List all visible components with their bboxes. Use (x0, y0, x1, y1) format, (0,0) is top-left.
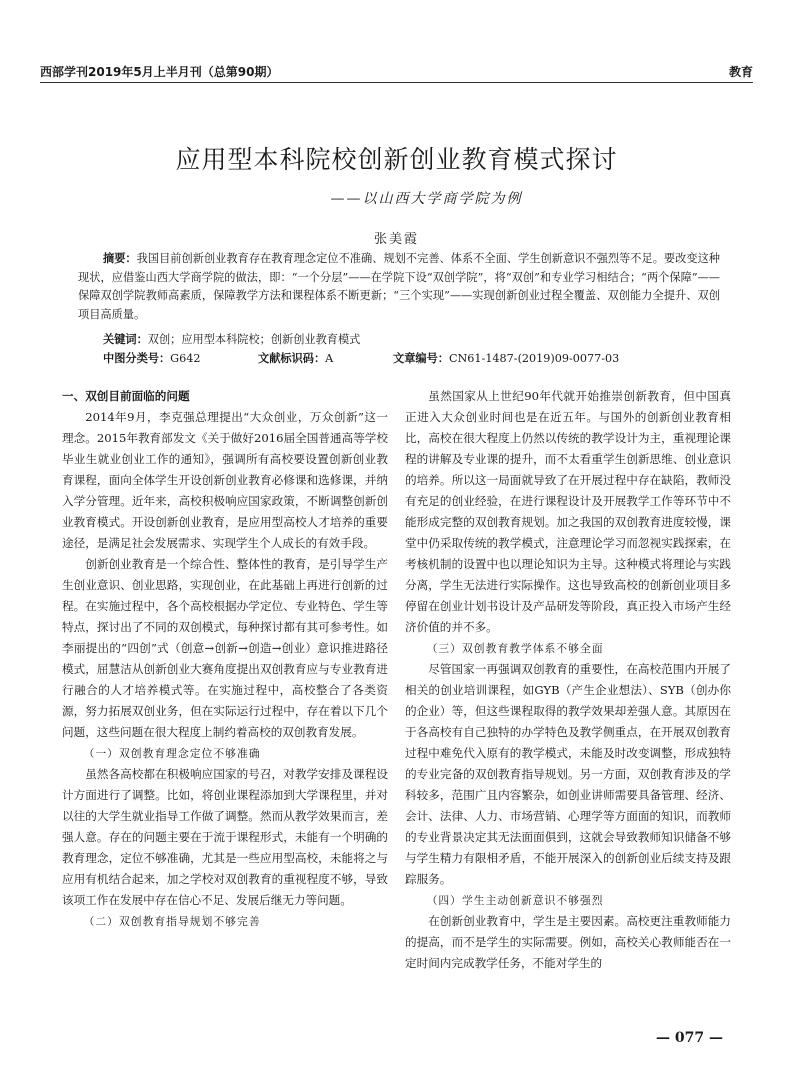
articleno-label: 文章编号： (393, 352, 449, 365)
subsection-heading: （二）双创教育指导规划不够完善 (83, 915, 261, 928)
section-heading: 一、双创目前面临的问题 (62, 389, 190, 403)
subsection-heading: （一）双创教育理念定位不够准确 (83, 747, 261, 760)
doccode-field (258, 350, 333, 368)
paragraph: 虽然国家从上世纪90年代就开始推崇创新教育，但中国真正进入大众创业时间也是在近五年。与国外的创新创业教育相比，高校在很大程度上仍然以传统的教学设计为主，重视理论课程的讲解及专业课的提升，而不太看重学生创新思维、创业意识的培养。所以这一局面就导致了在开展过程中存在缺陷，教师没有充足的创业经验，在进行课程设计及开展教学工作等环节中不能形成完整的双创教育规划。加之我国的双创教育进度较慢，课堂中仍采取传统的教学模式，注意理论学习而忽视实践探索，在考核机制的设置中也以理论知识为主导。这种模式将理论与实践分离，学生无法进行实际操作。这也导致高校的创新创业项目多停留在创业计划书设计及产品研发等阶段，真正投入市场产生经济价值的并不多。 (405, 389, 731, 634)
abstract (78, 250, 720, 324)
page-number: — 077 — (656, 1030, 723, 1046)
abstract-label: 摘要： (103, 252, 137, 265)
paragraph: 创新创业教育是一个综合性、整体性的教育，是引导学生产生创业意识、创业思路，实现创业，在此基础上再进行创新的过程。在实施过程中，各个高校根据办学定位、专业特色、学生等特点，探讨出了不同的双创模式，每种探讨都有其可参考性。如李丽提出的“四创”式（创意→创新→创造→创业）意识推进路径模式，屈慧洁从创新创业大赛角度提出双创教育应与专业教育进行融合的人才培养模式等。在实施过程中，高校整合了各类资源，努力拓展双创业务，但在实际运行过程中，存在着以下几个问题，这些问题在很大程度上制约着高校的双创教育发展。 (62, 557, 388, 739)
keywords (103, 331, 720, 349)
author-name: 张美霞 (373, 232, 419, 247)
article-subtitle: ——以山西大学商学院为例 (330, 191, 523, 207)
paragraph: 2014年9月，李克强总理提出“大众创业，万众创新”这一理念。2015年教育部发文《关于做好2016届全国普通高等学校毕业生就业创业工作的通知》，强调所有高校要设置创新创业教育课程，面向全体学生开设创新创业教育必修课和选修课，并纳入学分管理。近年来，高校积极响应国家政策，不断调整创新创业教育模式。开设创新创业教育，是应用型高校人才培养的重要途径，是满足社会发展需求、实现学生个人成长的有效手段。 (62, 410, 388, 550)
clc-field (103, 350, 200, 368)
paragraph: 虽然各高校都在积极响应国家的号召，对教学安排及课程设计方面进行了调整。比如，将创业课程添加到大学课程里，并对以往的大学生就业指导工作做了调整。然而从教学效果而言，差强人意。存在的问题主要在于流于课程形式，未能有一个明确的教育理念，定位不够准确，尤其是一些应用型高校，未能将之与应用有机结合起来，加之学校对双创教育的重视程度不够，导致该项工作在发展中存在信心不足、发展后继无力等问题。 (62, 767, 388, 907)
keywords-label: 关键词： (103, 333, 148, 346)
clc-label: 中图分类号： (103, 352, 171, 365)
section-name: 教育 (728, 65, 753, 79)
keywords-text: 双创；应用型本科院校；创新创业教育模式 (147, 333, 361, 346)
article-title: 应用型本科院校创新创业教育模式探讨 (175, 145, 618, 174)
paragraph: 在创新创业教育中，学生是主要因素。高校更注重教师能力的提高，而不是学生的实际需要。例如，高校关心教师能否在一定时间内完成教学任务，不能对学生的 (405, 914, 731, 970)
articleno-field (393, 350, 619, 368)
running-header (40, 60, 753, 83)
classification-row (103, 350, 743, 368)
doccode-label: 文献标识码： (258, 352, 326, 365)
journal-info: 西部学刊2019年5月上半月刊（总第90期） (40, 65, 279, 79)
subsection-heading: （四）学生主动创新意识不够强烈 (426, 894, 604, 907)
subsection-heading: （三）双创教育教学体系不够全面 (426, 642, 604, 655)
clc-value: G642 (170, 352, 201, 365)
abstract-text: 我国目前创新创业教育存在教育理念定位不准确、规划不完善、体系不全面、学生创新意识不强烈等不足。要改变这种现状，应借鉴山西大学商学院的做法，即：“一个分层”——在学院下设“双创学院”，将“双创”和专业学习相结合；“两个保障”——保障双创学院教师高素质，保障教学方法和课程体系不断更新；“三个实现”——实现创新创业过程全覆盖、双创能力全提升、双创项目高质量。 (78, 252, 720, 321)
articleno-value: CN61-1487-(2019)09-0077-03 (448, 352, 620, 365)
doccode-value: A (325, 352, 334, 365)
paragraph: 尽管国家一再强调双创教育的重要性，在高校范围内开展了相关的创业培训课程，如GYB（产生企业想法）、SYB（创办你的企业）等，但这些课程取得的教学效果却差强人意。其原因在于各高校有自己独特的办学特色及教学侧重点，在开展双创教育过程中难免代入原有的教学模式，未能及时改变调整，形成独特的专业完备的双创教育指导规划。另一方面，双创教育涉及的学科较多，范围广且内容繁杂，如创业讲师需要具备管理、经济、会计、法律、人力、市场营销、心理学等方面面的知识，而教师的专业背景决定其无法面面俱到，这就会导致教师知识储备不够与学生精力有限相矛盾，不能开展深入的创新创业后续支持及跟踪服务。 (405, 662, 731, 886)
left-column (62, 386, 388, 932)
right-column (405, 386, 731, 974)
